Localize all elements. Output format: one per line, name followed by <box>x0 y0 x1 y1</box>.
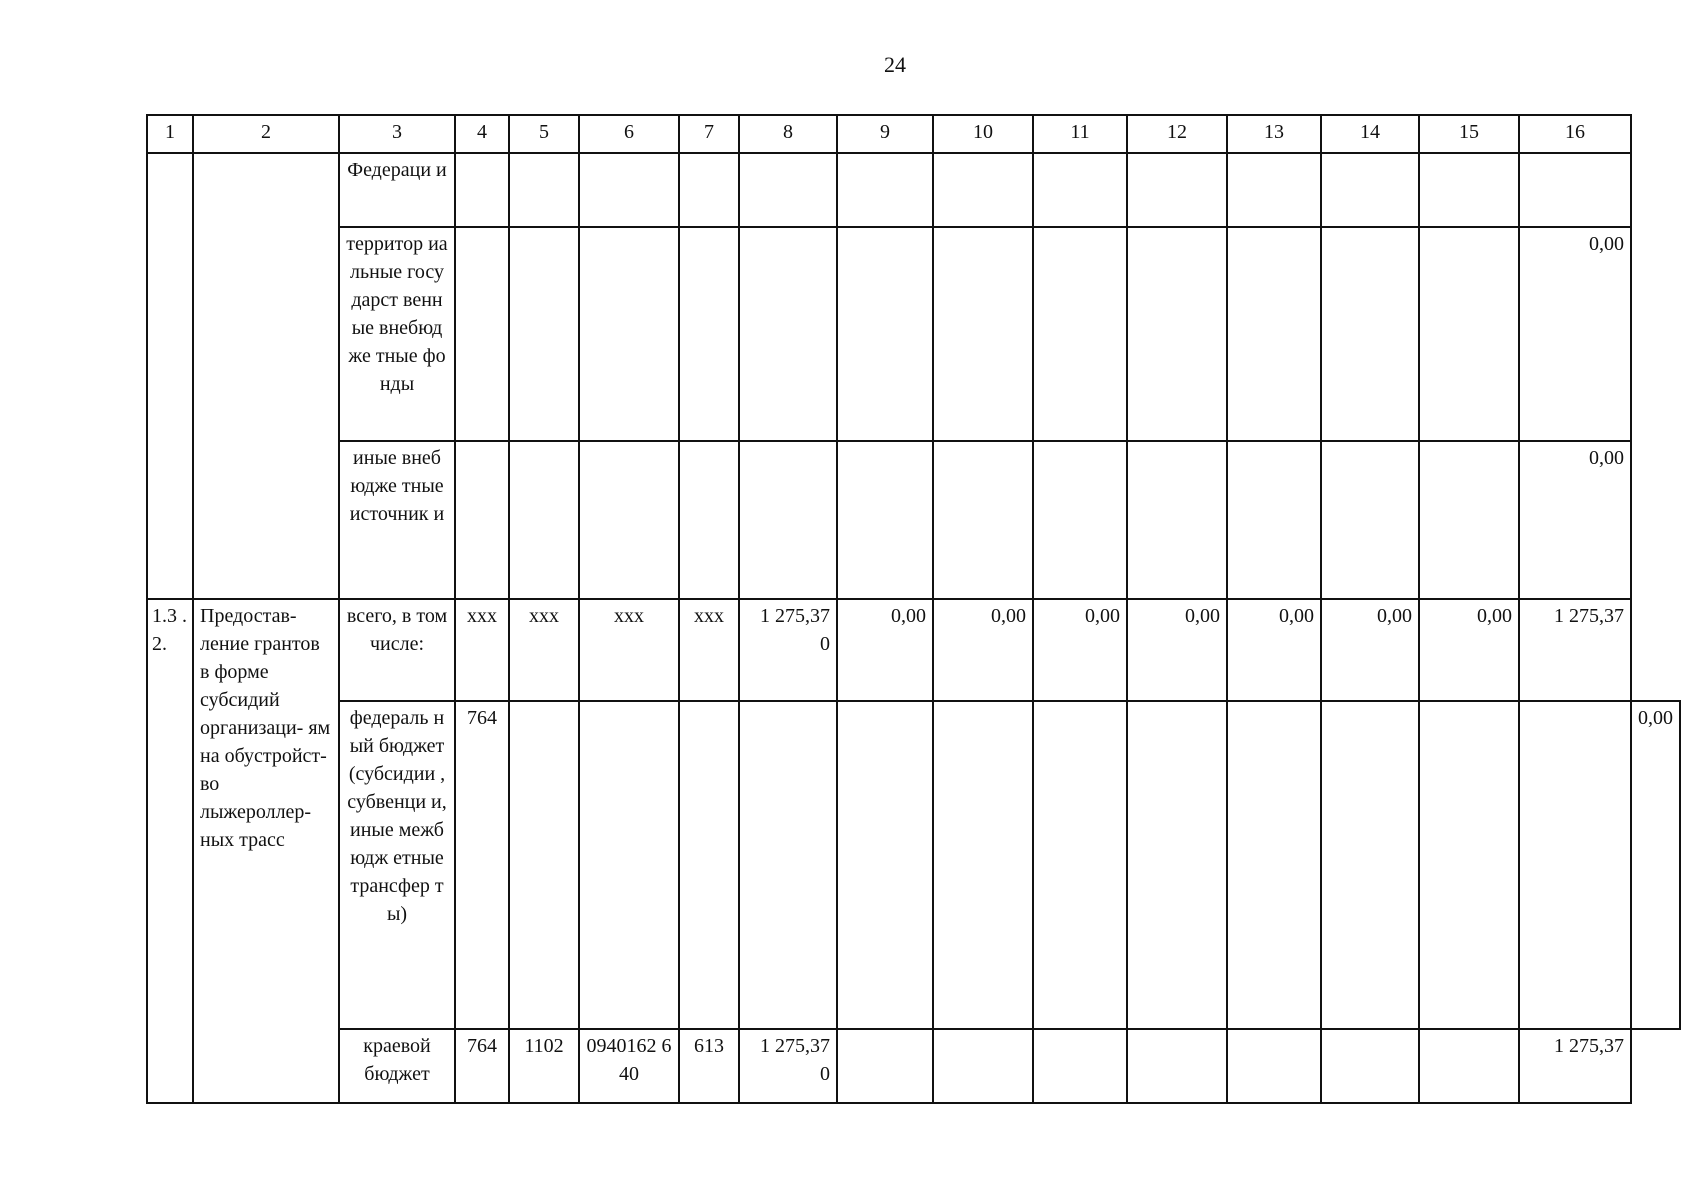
cell-empty <box>509 153 579 227</box>
cell-empty <box>739 701 837 1029</box>
header-cell: 11 <box>1033 115 1127 153</box>
cell-empty <box>1419 441 1519 599</box>
cell-empty <box>579 153 679 227</box>
cell-empty <box>837 227 933 441</box>
cell-empty <box>837 441 933 599</box>
value-cell: 1102 <box>509 1029 579 1103</box>
value-cell: 0,00 <box>1127 599 1227 701</box>
value-cell: 613 <box>679 1029 739 1103</box>
cell-empty <box>1227 227 1321 441</box>
value-cell: 764 <box>455 1029 509 1103</box>
cell-empty <box>1419 153 1519 227</box>
value-cell: 1 275,37 <box>1519 1029 1631 1103</box>
header-cell: 5 <box>509 115 579 153</box>
cell-empty <box>739 153 837 227</box>
cell-empty <box>1227 701 1321 1029</box>
cell-empty <box>1127 441 1227 599</box>
cell-empty <box>933 701 1033 1029</box>
cell-empty <box>1321 701 1419 1029</box>
cell-empty <box>679 701 739 1029</box>
cell-empty <box>1227 1029 1321 1103</box>
cell-empty <box>1419 1029 1519 1103</box>
header-cell: 4 <box>455 115 509 153</box>
cell-empty <box>837 701 933 1029</box>
cell-empty <box>1321 1029 1419 1103</box>
cell-empty <box>1419 701 1519 1029</box>
source-label: Федераци и <box>339 153 455 227</box>
table-row <box>147 227 1680 441</box>
header-cell: 8 <box>739 115 837 153</box>
cell-empty <box>1519 701 1631 1029</box>
cell-empty <box>933 227 1033 441</box>
header-cell: 14 <box>1321 115 1419 153</box>
table-row <box>147 153 1680 227</box>
header-cell: 16 <box>1519 115 1631 153</box>
cell-empty <box>1321 441 1419 599</box>
value-cell: 0,00 <box>1321 599 1419 701</box>
value-cell: 0,00 <box>1033 599 1127 701</box>
value-cell: xxx <box>455 599 509 701</box>
cell-empty <box>147 153 193 599</box>
header-cell: 12 <box>1127 115 1227 153</box>
source-label: краевой бюджет <box>339 1029 455 1103</box>
cell-empty <box>1033 441 1127 599</box>
cell-empty <box>509 227 579 441</box>
header-cell: 10 <box>933 115 1033 153</box>
cell-empty <box>837 153 933 227</box>
cell-empty <box>1127 1029 1227 1103</box>
header-cell: 9 <box>837 115 933 153</box>
header-row <box>147 115 1680 153</box>
value-cell: 0,00 <box>1227 599 1321 701</box>
value-cell: 1 275,37 0 <box>739 1029 837 1103</box>
header-cell: 1 <box>147 115 193 153</box>
source-label: федераль ный бюджет (субсидии , субвенци и, иные межбюдж етные трансфер ты) <box>339 701 455 1029</box>
cell-empty <box>1227 441 1321 599</box>
cell-empty <box>679 441 739 599</box>
table-row <box>147 1029 1680 1103</box>
value-cell: 0,00 <box>1631 701 1680 1029</box>
value-cell: 0,00 <box>837 599 933 701</box>
budget-table <box>146 114 1681 1104</box>
cell-empty <box>1227 153 1321 227</box>
value-cell: xxx <box>579 599 679 701</box>
cell-empty <box>1127 227 1227 441</box>
cell-empty <box>1033 153 1127 227</box>
source-label: иные внебюдже тные источник и <box>339 441 455 599</box>
header-cell: 15 <box>1419 115 1519 153</box>
item-name: Предостав- ление грантов в форме субсидий организаци- ям на обустройст- во лыжероллер- ных трасс <box>193 599 339 1103</box>
cell-empty <box>933 1029 1033 1103</box>
value-cell: 1 275,37 <box>1519 599 1631 701</box>
cell-empty <box>1321 227 1419 441</box>
cell-empty <box>455 227 509 441</box>
cell-empty <box>193 153 339 599</box>
header-cell: 7 <box>679 115 739 153</box>
table-row <box>147 599 1680 701</box>
value-cell: 1 275,37 0 <box>739 599 837 701</box>
cell-empty <box>1419 227 1519 441</box>
cell-empty <box>933 153 1033 227</box>
header-cell: 3 <box>339 115 455 153</box>
cell-empty <box>1321 153 1419 227</box>
table-row <box>147 701 1680 1029</box>
cell-empty <box>579 441 679 599</box>
value-cell: 764 <box>455 701 509 1029</box>
item-number: 1.3 .2. <box>147 599 193 1103</box>
source-label: территор иальные государст венные внебюдже тные фонды <box>339 227 455 441</box>
cell-empty <box>837 1029 933 1103</box>
page-number: 24 <box>884 52 906 77</box>
header-cell: 13 <box>1227 115 1321 153</box>
value-cell: 0,00 <box>1519 227 1631 441</box>
value-cell: xxx <box>679 599 739 701</box>
cell-empty <box>679 153 739 227</box>
header-cell: 6 <box>579 115 679 153</box>
cell-empty <box>679 227 739 441</box>
value-cell: 0,00 <box>1419 599 1519 701</box>
header-cell: 2 <box>193 115 339 153</box>
cell-empty <box>1033 701 1127 1029</box>
cell-empty <box>933 441 1033 599</box>
table-row <box>147 441 1680 599</box>
cell-empty <box>1127 701 1227 1029</box>
cell-empty <box>1519 153 1631 227</box>
cell-empty <box>509 701 579 1029</box>
cell-empty <box>579 227 679 441</box>
cell-empty <box>1033 1029 1127 1103</box>
cell-empty <box>509 441 579 599</box>
cell-empty <box>1033 227 1127 441</box>
value-cell: 0,00 <box>1519 441 1631 599</box>
value-cell: 0,00 <box>933 599 1033 701</box>
cell-empty <box>739 441 837 599</box>
source-label: всего, в том числе: <box>339 599 455 701</box>
value-cell: 0940162 640 <box>579 1029 679 1103</box>
cell-empty <box>739 227 837 441</box>
cell-empty <box>455 153 509 227</box>
value-cell: xxx <box>509 599 579 701</box>
cell-empty <box>1127 153 1227 227</box>
cell-empty <box>455 441 509 599</box>
cell-empty <box>579 701 679 1029</box>
